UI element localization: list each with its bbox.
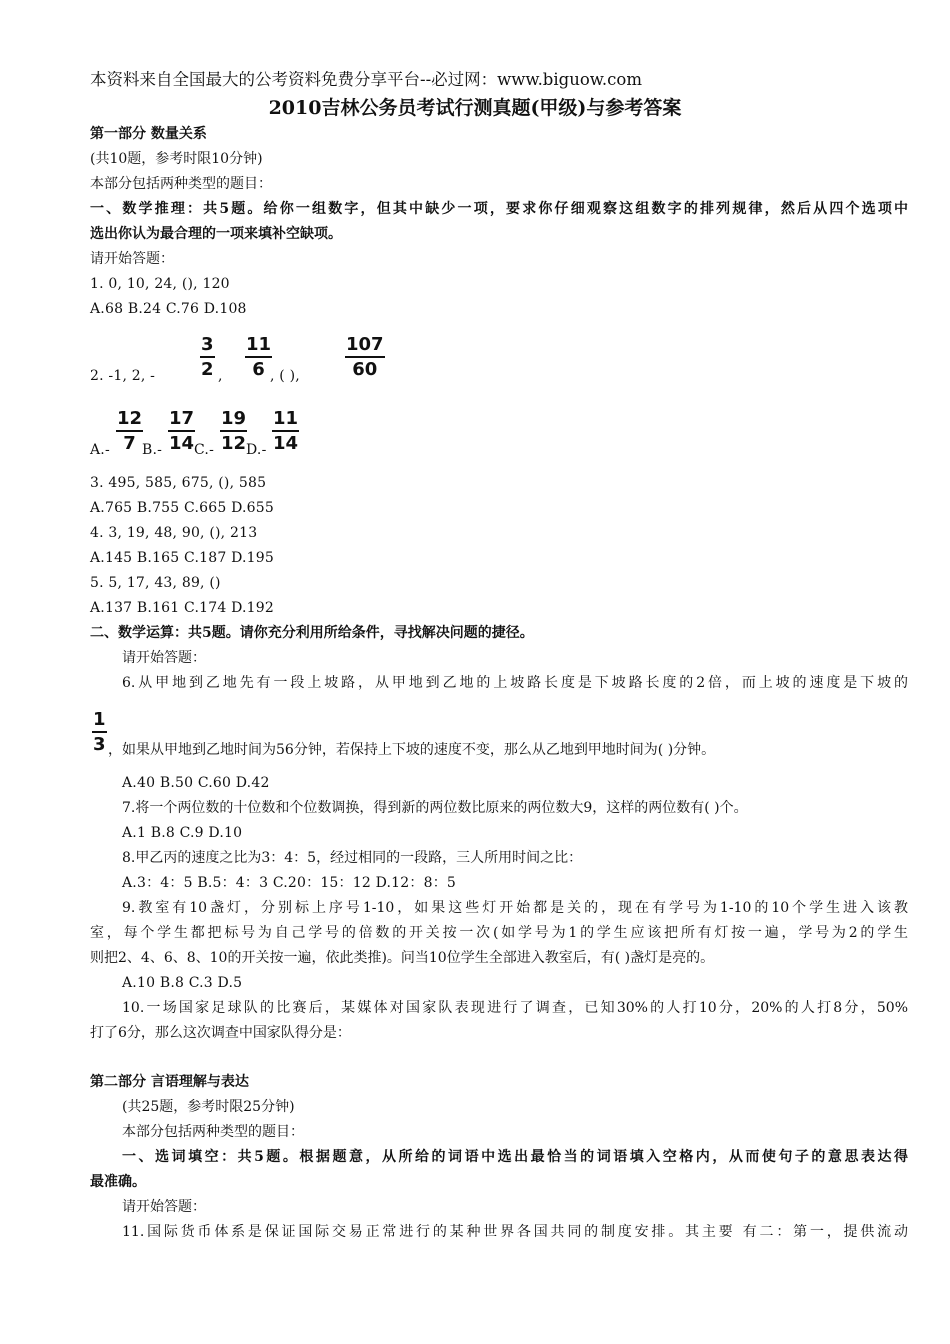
fraction-denominator: 12 xyxy=(221,433,247,454)
fraction-12-over-7 xyxy=(116,408,143,454)
question-6-line1: 6.从甲地到乙地先有一段上坡路，从甲地到乙地的上坡路长度是下坡路长度的2倍，而上坡的速度是下坡的 xyxy=(122,675,908,691)
question-2-blank: , ( ), xyxy=(270,368,300,384)
fraction-19-over-12 xyxy=(220,408,247,454)
question-6-line2: ，如果从甲地到乙地时间为56分钟，若保持上下坡的速度不变，那么从乙地到甲地时间为( )分钟。 xyxy=(108,742,716,758)
question-2-option-a-label: A.- xyxy=(90,442,110,458)
fraction-107-over-60 xyxy=(345,334,385,380)
fraction-denominator: 14 xyxy=(273,433,299,454)
question-2-separator: , xyxy=(218,368,223,384)
fraction-numerator: 17 xyxy=(168,408,195,432)
question-9-line1: 9.教室有10盏灯，分别标上序号1-10，如果这些灯开始都是关的，现在有学号为1-10的10个学生进入该教 xyxy=(122,900,908,916)
section1-instruction-line2: 选出你认为最合理的一项来填补空缺项。 xyxy=(90,226,342,242)
question-2-prefix: 2. -1, 2, - xyxy=(90,368,156,384)
fraction-denominator: 7 xyxy=(123,433,136,454)
question-4: 4. 3, 19, 48, 90, (), 213 xyxy=(90,525,258,541)
fraction-numerator: 1 xyxy=(92,709,107,733)
question-8-options: A.3：4：5 B.5：4：3 C.20：15：12 D.12：8：5 xyxy=(122,875,457,891)
document-title: 2010吉林公务员考试行测真题(甲级)与参考答案 xyxy=(268,97,682,119)
section2-instruction: 二、数学运算：共5题。请你充分利用所给条件，寻找解决问题的捷径。 xyxy=(90,625,534,641)
part1-heading: 第一部分 数量关系 xyxy=(90,126,207,142)
fraction-17-over-14 xyxy=(168,408,195,454)
question-2-option-d-label: D.- xyxy=(246,442,267,458)
part2-meta: (共25题，参考时限25分钟) xyxy=(122,1099,295,1115)
question-5-options: A.137 B.161 C.174 D.192 xyxy=(90,600,274,616)
question-3-options: A.765 B.755 C.665 D.655 xyxy=(90,500,274,516)
fraction-numerator: 19 xyxy=(220,408,247,432)
fraction-numerator: 3 xyxy=(200,334,215,358)
fraction-3-over-2 xyxy=(200,334,215,380)
fraction-1-over-3 xyxy=(92,709,107,755)
fraction-numerator: 11 xyxy=(272,408,299,432)
question-7-options: A.1 B.8 C.9 D.10 xyxy=(122,825,243,841)
question-9-line2: 室，每个学生都把标号为自己学号的倍数的开关按一次(如学号为1的学生应该把所有灯按一遍，学号为2的学生 xyxy=(90,925,908,941)
question-9-options: A.10 B.8 C.3 D.5 xyxy=(122,975,243,991)
question-5: 5. 5, 17, 43, 89, () xyxy=(90,575,221,591)
question-6-options: A.40 B.50 C.60 D.42 xyxy=(122,775,270,791)
fraction-denominator: 60 xyxy=(352,359,378,380)
question-3: 3. 495, 585, 675, (), 585 xyxy=(90,475,267,491)
question-10-line2: 打了6分，那么这次调查中国家队得分是： xyxy=(90,1025,351,1041)
question-9-line3: 则把2、4、6、8、10的开关按一遍，依此类推)。问当10位学生全部进入教室后，有( )盏灯是亮的。 xyxy=(90,950,715,966)
question-2-option-b-label: B.- xyxy=(142,442,163,458)
fraction-11-over-6 xyxy=(245,334,272,380)
question-1: 1. 0, 10, 24, (), 120 xyxy=(90,276,230,292)
fraction-denominator: 3 xyxy=(93,734,106,755)
part2-heading: 第二部分 言语理解与表达 xyxy=(90,1074,249,1090)
fraction-numerator: 12 xyxy=(116,408,143,432)
question-4-options: A.145 B.165 C.187 D.195 xyxy=(90,550,274,566)
fraction-numerator: 11 xyxy=(245,334,272,358)
question-2-option-c-label: C.- xyxy=(194,442,214,458)
part2-intro: 本部分包括两种类型的题目： xyxy=(122,1124,304,1140)
fraction-numerator: 107 xyxy=(345,334,385,358)
section1-instruction-line1: 一、数学推理：共5题。给你一组数字，但其中缺少一项，要求你仔细观察这组数字的排列规律，然后从四个选项中 xyxy=(90,201,908,217)
question-10-line1: 10.一场国家足球队的比赛后，某媒体对国家队表现进行了调查，已知30%的人打10分，20%的人打8分，50% xyxy=(122,1000,908,1016)
part2-section1-line2: 最准确。 xyxy=(90,1174,146,1190)
part2-start-prompt: 请开始答题： xyxy=(122,1199,206,1215)
fraction-denominator: 14 xyxy=(169,433,195,454)
start-prompt-2: 请开始答题： xyxy=(122,650,206,666)
source-note: 本资料来自全国最大的公考资料免费分享平台--必过网：www.biguow.com xyxy=(90,70,643,89)
part1-intro: 本部分包括两种类型的题目： xyxy=(90,176,272,192)
start-prompt: 请开始答题： xyxy=(90,251,174,267)
fraction-11-over-14 xyxy=(272,408,299,454)
fraction-denominator: 2 xyxy=(201,359,214,380)
fraction-denominator: 6 xyxy=(252,359,265,380)
question-11-line1: 11.国际货币体系是保证国际交易正常进行的某种世界各国共同的制度安排。其主要 有二：第一，提供流动 xyxy=(122,1224,908,1240)
question-7: 7.将一个两位数的十位数和个位数调换，得到新的两位数比原来的两位数大9，这样的两位数有( )个。 xyxy=(122,800,748,816)
part2-section1-line1: 一、选词填空：共5题。根据题意，从所给的词语中选出最恰当的词语填入空格内，从而使句子的意思表达得 xyxy=(122,1149,908,1165)
question-8: 8.甲乙丙的速度之比为3：4：5，经过相同的一段路，三人所用时间之比： xyxy=(122,850,583,866)
part1-meta: (共10题，参考时限10分钟) xyxy=(90,151,263,167)
question-1-options: A.68 B.24 C.76 D.108 xyxy=(90,301,247,317)
